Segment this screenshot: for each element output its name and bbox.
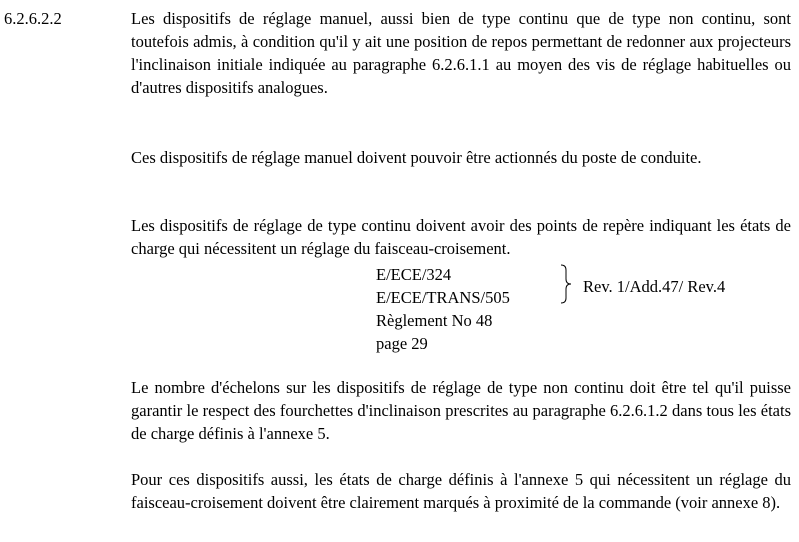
doc-symbol-ece: E/ECE/324 — [376, 265, 452, 284]
page-number: page 29 — [376, 334, 428, 353]
revision-label: Rev. 1/Add.47/ Rev.4 — [583, 277, 726, 296]
paragraph-driver-position: Ces dispositifs de réglage manuel doivent pouvoir être actionnés du poste de conduite. — [131, 148, 702, 167]
section-number: 6.2.6.2.2 — [4, 9, 62, 28]
regulation-number: Règlement No 48 — [376, 311, 493, 330]
paragraph-steps: Le nombre d'échelons sur les dispositifs de réglage de type non continu doit être tel qu'il puisse garantir le respect des fourchettes d'inclinaison prescrites au paragraphe 6.2.6.1.2 dans tous les états de charge définis à l'annexe 5. — [131, 378, 791, 443]
paragraph-marking: Pour ces dispositifs aussi, les états de charge définis à l'annexe 5 qui nécessitent un réglage du faisceau-croisement doivent être clairement marqués à proximité de la commande (voir annexe 8). — [131, 470, 791, 512]
doc-symbol-trans: E/ECE/TRANS/505 — [376, 288, 510, 307]
paragraph-continuous-marks: Les dispositifs de réglage de type continu doivent avoir des points de repère indiquant les états de charge qui nécessitent un réglage du faisceau-croisement. — [131, 216, 791, 258]
right-brace-icon — [559, 264, 573, 304]
page-reference — [376, 263, 510, 355]
paragraph-manual-devices: Les dispositifs de réglage manuel, aussi bien de type continu que de type non continu, sont toutefois admis, à condition qu'il y ait une position de repos permettant de redonner aux projecteurs l'inclinaison initiale indiquée au paragraphe 6.2.6.1.1 au moyen des vis de réglage habituelles ou d'autres dispositifs analogues. — [131, 9, 791, 97]
